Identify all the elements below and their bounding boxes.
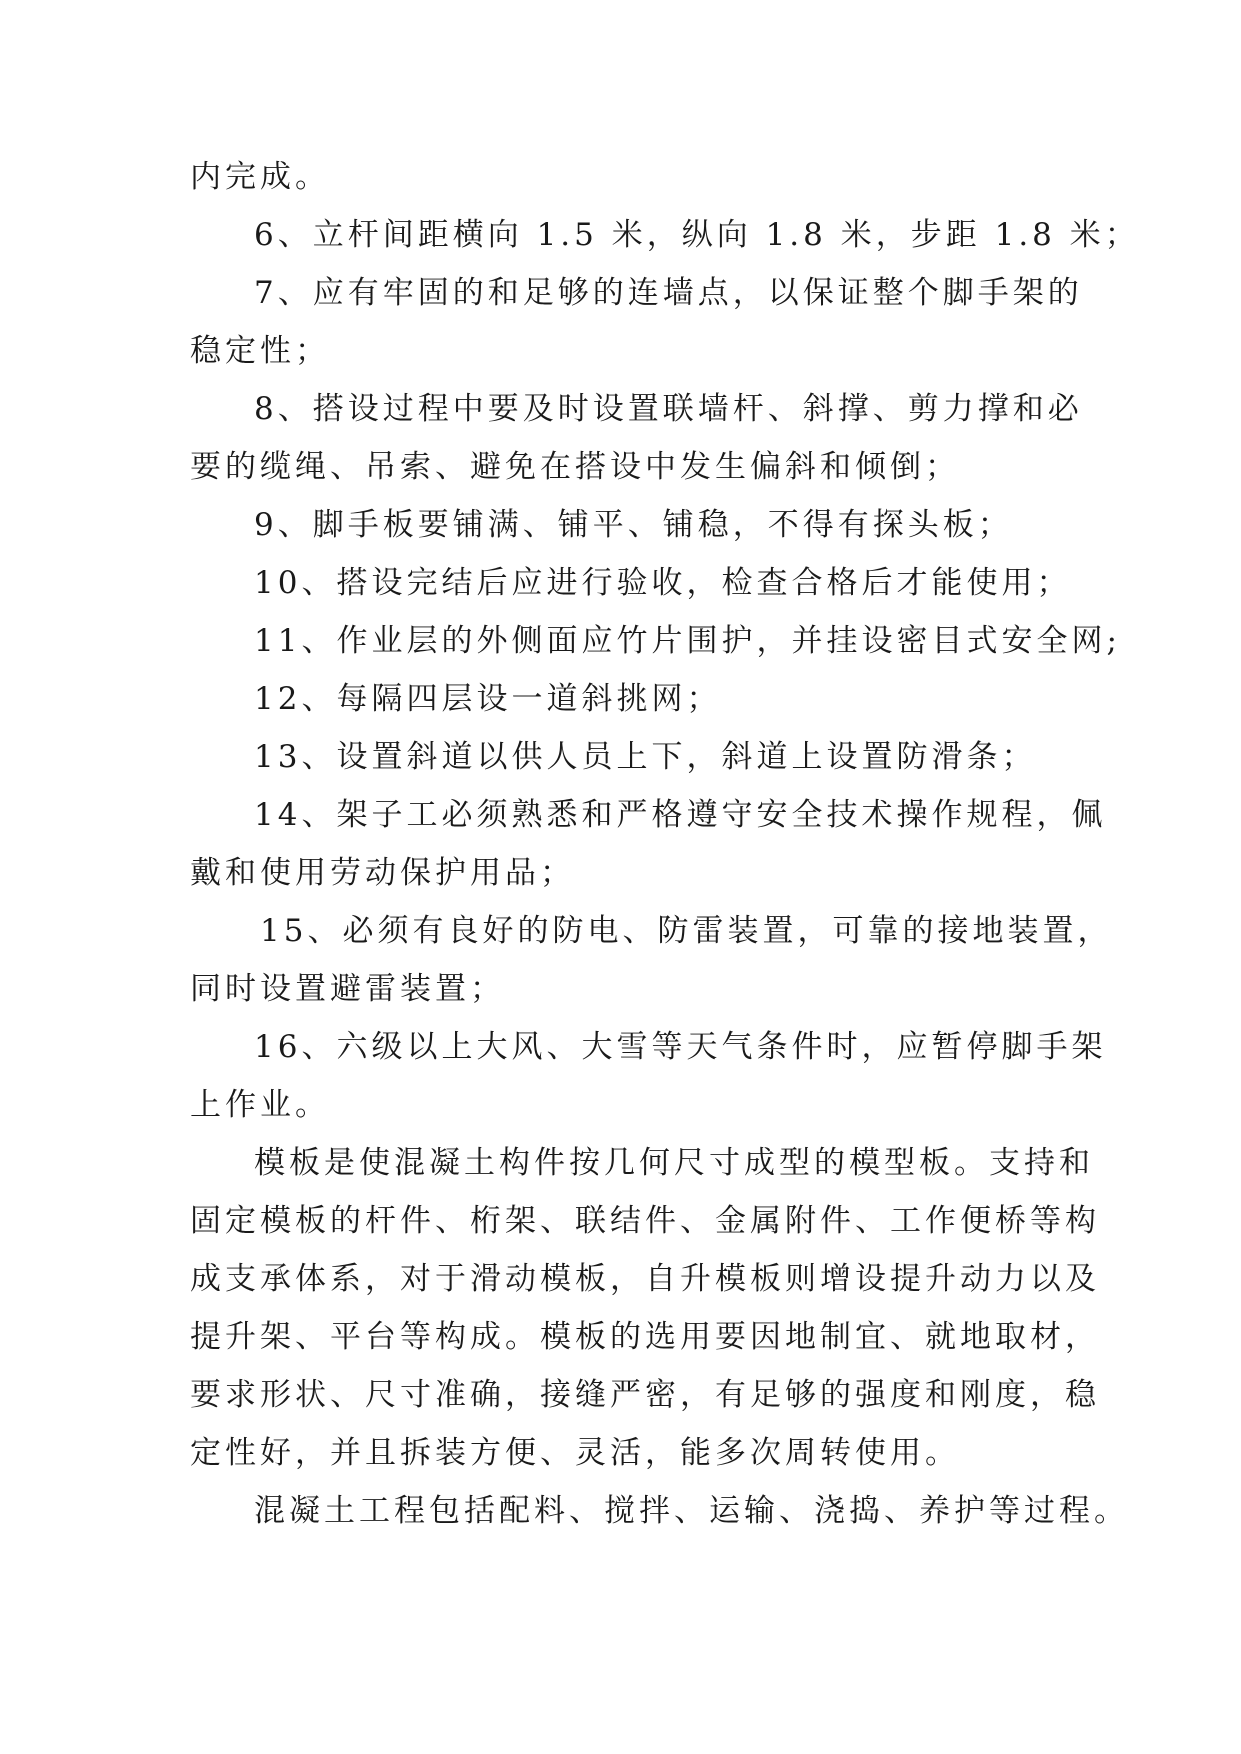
text-line: 要的缆绳、吊索、避免在搭设中发生偏斜和倾倒； [190,449,960,485]
list-item-14: 14、架子工必须熟悉和严格遵守安全技术操作规程，佩 [254,797,1107,833]
list-item-16: 16、六级以上大风、大雪等天气条件时，应暂停脚手架 [254,1029,1107,1065]
list-item-8: 8、搭设过程中要及时设置联墙杆、斜撑、剪力撑和必 [254,391,1083,427]
list-item-11: 11、作业层的外侧面应竹片围护，并挂设密目式安全网; [254,623,1121,659]
text-line: 提升架、平台等构成。模板的选用要因地制宜、就地取材， [190,1319,1100,1355]
text-line: 要求形状、尺寸准确，接缝严密，有足够的强度和刚度，稳 [190,1377,1100,1413]
paragraph-concrete-start: 混凝土工程包括配料、搅拌、运输、浇捣、养护等过程。 [254,1493,1129,1529]
list-item-6: 6、立杆间距横向 1.5 米，纵向 1.8 米，步距 1.8 米； [254,217,1140,253]
text-line: 上作业。 [190,1087,330,1123]
text-line: 同时设置避雷装置； [190,971,505,1007]
paragraph-formwork-start: 模板是使混凝土构件按几何尺寸成型的模型板。支持和 [254,1145,1094,1181]
text-line: 内完成。 [190,159,330,195]
list-item-10: 10、搭设完结后应进行验收，检查合格后才能使用； [254,565,1072,601]
body-text [190,148,1140,1540]
text-line: 成支承体系，对于滑动模板，自升模板则增设提升动力以及 [190,1261,1100,1297]
text-line: 戴和使用劳动保护用品； [190,855,575,891]
text-line: 稳定性； [190,333,330,369]
text-line: 固定模板的杆件、桁架、联结件、金属附件、工作便桥等构 [190,1203,1100,1239]
list-item-7: 7、应有牢固的和足够的连墙点，以保证整个脚手架的 [254,275,1083,311]
list-item-15: 15、必须有良好的防电、防雷装置，可靠的接地装置， [260,913,1113,949]
list-item-9: 9、脚手板要铺满、铺平、铺稳，不得有探头板； [254,507,1013,543]
text-line: 定性好，并且拆装方便、灵活，能多次周转使用。 [190,1435,960,1471]
list-item-13: 13、设置斜道以供人员上下，斜道上设置防滑条； [254,739,1037,775]
list-item-12: 12、每隔四层设一道斜挑网； [254,681,722,717]
